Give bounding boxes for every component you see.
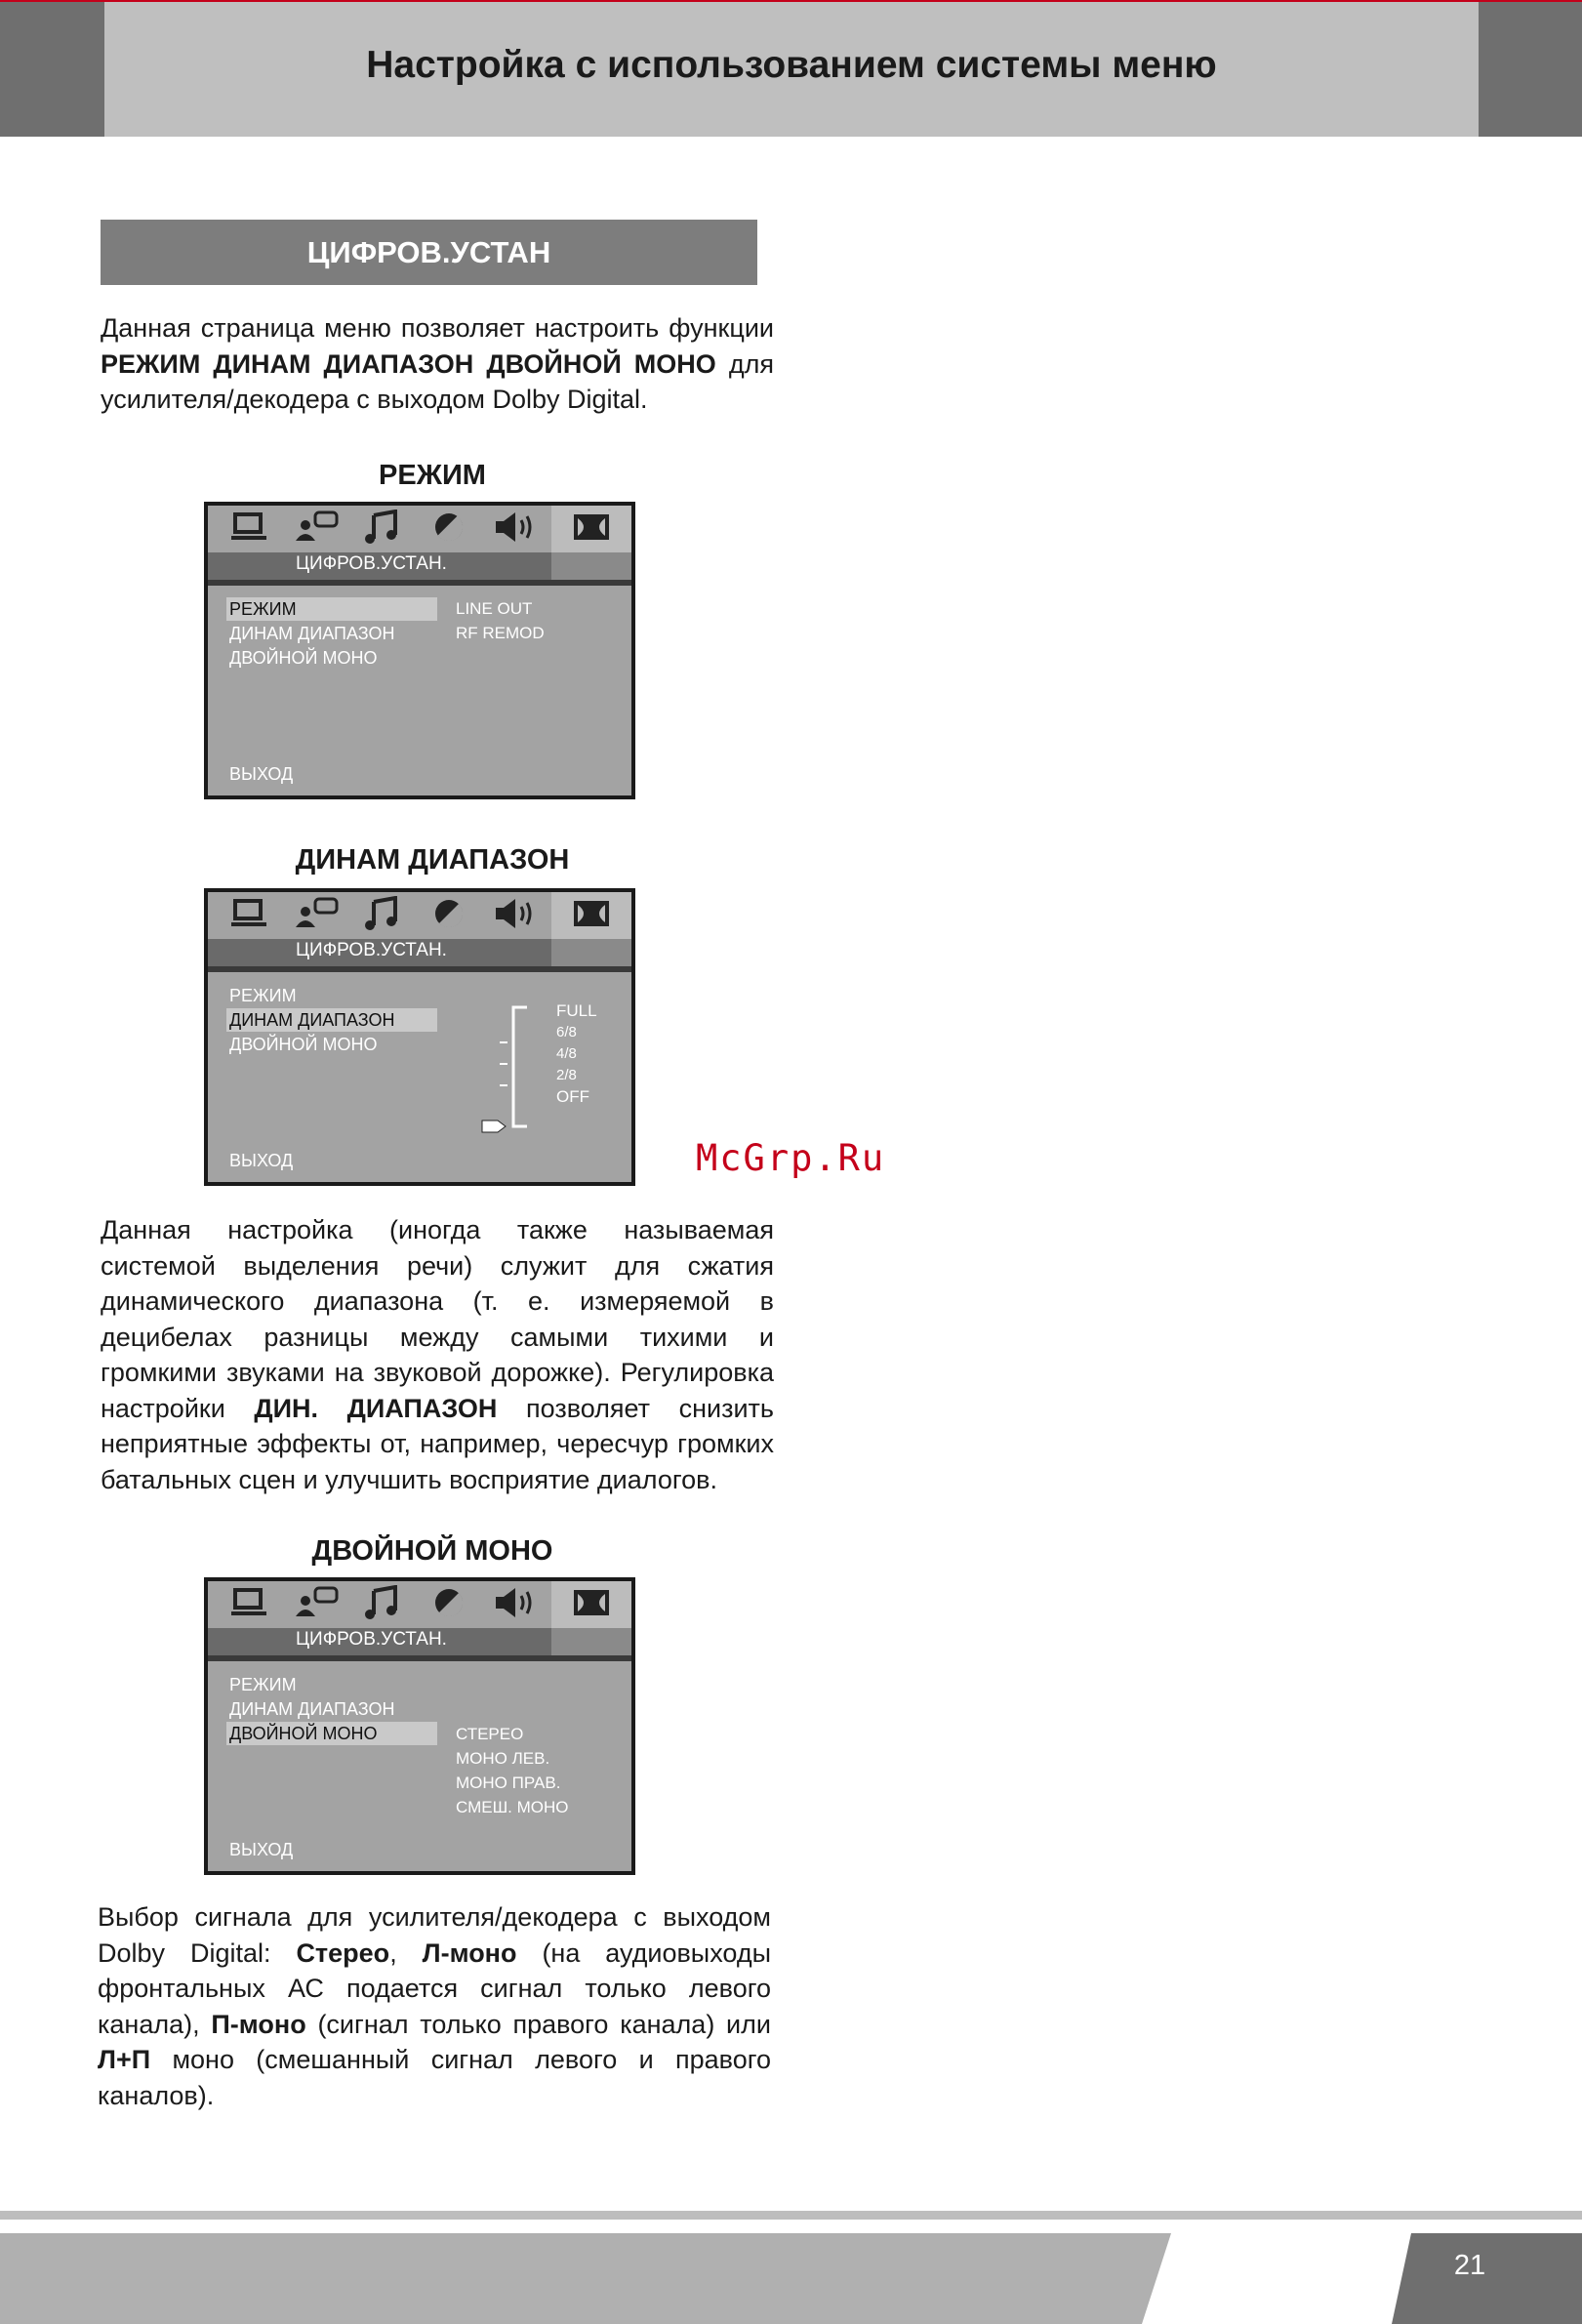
- osd-pane: [208, 1661, 631, 1871]
- tv-icon: [229, 896, 268, 931]
- osd-title-bar-right: [551, 1628, 631, 1655]
- contrast-icon: [432, 1585, 467, 1620]
- option-mono-left[interactable]: МОНО ЛЕВ.: [456, 1749, 550, 1768]
- osd-screen-dual: [204, 1577, 635, 1875]
- level-6-8[interactable]: 6/8: [556, 1024, 577, 1040]
- osd-screen-dynamic: [204, 888, 635, 1186]
- intro-text-end: для усилителя/декодера с выходом Dolby Digital.: [101, 348, 774, 414]
- option-stereo[interactable]: СТЕРЕО: [456, 1725, 524, 1743]
- dual-text: Выбор сигнала для усилителя/декодера с выходом Dolby Digital:: [98, 1902, 771, 1968]
- level-4-8[interactable]: 4/8: [556, 1045, 577, 1062]
- mode-heading: РЕЖИМ: [379, 460, 486, 491]
- dual-text-end: моно (смешанный сигнал левого и правого каналов).: [98, 2045, 771, 2110]
- osd-icon-row: [208, 1581, 631, 1632]
- dual-bold-lr: Л+П: [98, 2045, 151, 2074]
- page-number: 21: [1453, 2250, 1486, 2281]
- contrast-icon: [432, 510, 467, 545]
- osd-title-bar: [208, 552, 631, 580]
- osd-pane: [208, 972, 631, 1182]
- osd-screen-mode: [204, 502, 635, 799]
- user-speech-icon: [294, 510, 341, 545]
- speaker-icon: [494, 510, 539, 545]
- menu-item-mode[interactable]: РЕЖИМ: [229, 986, 297, 1005]
- dual-bold-stereo: Стерео: [296, 1937, 390, 1968]
- osd-icon-row: [208, 892, 631, 943]
- osd-pane: [208, 586, 631, 795]
- option-line-out[interactable]: LINE OUT: [456, 599, 533, 618]
- dynamic-range-scale[interactable]: [476, 1003, 535, 1145]
- osd-title-bar: [208, 1628, 631, 1655]
- dolby-digital-icon: [571, 1585, 612, 1620]
- header-top-line: [0, 0, 1582, 2]
- menu-item-dynamic-range[interactable]: ДИНАМ ДИАПАЗОН: [229, 624, 395, 643]
- menu-item-mode[interactable]: РЕЖИМ: [226, 597, 437, 621]
- menu-item-exit[interactable]: ВЫХОД: [229, 1840, 294, 1859]
- menu-item-exit[interactable]: ВЫХОД: [229, 1151, 294, 1170]
- dual-heading: ДВОЙНОЙ МОНО: [311, 1535, 553, 1567]
- user-speech-icon: [294, 896, 341, 931]
- option-mono-right[interactable]: МОНО ПРАВ.: [456, 1774, 561, 1792]
- osd-title-bar-right: [551, 552, 631, 580]
- page-title: Настройка с использованием системы меню: [366, 44, 1217, 86]
- level-2-8[interactable]: 2/8: [556, 1067, 577, 1083]
- music-icon: [362, 896, 401, 931]
- osd-title: ЦИФРОВ.УСТАН.: [296, 1629, 447, 1650]
- footer-band: [0, 2233, 1582, 2324]
- dynamic-heading: ДИНАМ ДИАПАЗОН: [295, 844, 570, 876]
- dual-bold-left: Л-моно: [422, 1937, 517, 1968]
- menu-item-exit[interactable]: ВЫХОД: [229, 764, 294, 784]
- contrast-icon: [432, 896, 467, 931]
- user-speech-icon: [294, 1585, 341, 1620]
- section-title: ЦИФРОВ.УСТАН: [101, 220, 757, 285]
- music-icon: [362, 510, 401, 545]
- intro-bold-functions: РЕЖИМ ДИНАМ ДИАПАЗОН ДВОЙНОЙ МОНО: [101, 348, 716, 379]
- dual-paragraph: [98, 1899, 771, 2113]
- menu-item-dual-mono[interactable]: ДВОЙНОЙ МОНО: [229, 648, 378, 668]
- menu-item-dynamic-range[interactable]: ДИНАМ ДИАПАЗОН: [229, 1699, 395, 1719]
- dynamic-text: Данная настройка (иногда также называемая системой выделения речи) служит для сжатия динамического диапазона (т. е. измеряемой в децибелах разницы между самыми тихими и громкими звуками на звуковой дорожке). Регулировка настройки: [101, 1215, 774, 1423]
- header-left-block: [0, 0, 104, 137]
- option-rf-remod[interactable]: RF REMOD: [456, 624, 545, 642]
- level-full[interactable]: FULL: [556, 1001, 597, 1020]
- dual-text-left: (на аудиовыходы фронтальных АС подается сигнал только левого канала),: [98, 1937, 771, 2039]
- dual-text-right: (сигнал только правого канала) или: [317, 2009, 771, 2039]
- dynamic-paragraph: [101, 1212, 774, 1497]
- dolby-digital-icon: [571, 896, 612, 931]
- menu-item-dual-mono[interactable]: ДВОЙНОЙ МОНО: [226, 1722, 437, 1745]
- dynamic-text-end: позволяет снизить неприятные эффекты от, например, чересчур громких батальных сцен и улучшить восприятие диалогов.: [101, 1393, 774, 1494]
- tv-icon: [229, 510, 268, 545]
- osd-icon-row: [208, 506, 631, 556]
- tv-icon: [229, 1585, 268, 1620]
- option-mixed-mono[interactable]: СМЕШ. МОНО: [456, 1798, 569, 1816]
- level-off[interactable]: OFF: [556, 1087, 589, 1106]
- intro-text: Данная страница меню позволяет настроить функции: [101, 313, 774, 343]
- speaker-icon: [494, 1585, 539, 1620]
- intro-paragraph: [101, 310, 774, 418]
- dolby-digital-icon: [571, 510, 612, 545]
- dynamic-bold-term: ДИН. ДИАПАЗОН: [254, 1393, 498, 1423]
- osd-title: ЦИФРОВ.УСТАН.: [296, 940, 447, 960]
- header-right-block: [1479, 0, 1582, 137]
- menu-item-mode[interactable]: РЕЖИМ: [229, 1675, 297, 1694]
- speaker-icon: [494, 896, 539, 931]
- watermark: McGrp.Ru: [696, 1137, 886, 1179]
- dual-comma: ,: [389, 1937, 397, 1968]
- menu-item-dual-mono[interactable]: ДВОЙНОЙ МОНО: [229, 1035, 378, 1054]
- osd-title-bar-right: [551, 939, 631, 966]
- osd-title-bar: [208, 939, 631, 966]
- footer-line: [0, 2211, 1582, 2220]
- menu-item-dynamic-range[interactable]: ДИНАМ ДИАПАЗОН: [226, 1008, 437, 1032]
- dual-bold-right: П-моно: [211, 2009, 306, 2039]
- osd-title: ЦИФРОВ.УСТАН.: [296, 553, 447, 574]
- music-icon: [362, 1585, 401, 1620]
